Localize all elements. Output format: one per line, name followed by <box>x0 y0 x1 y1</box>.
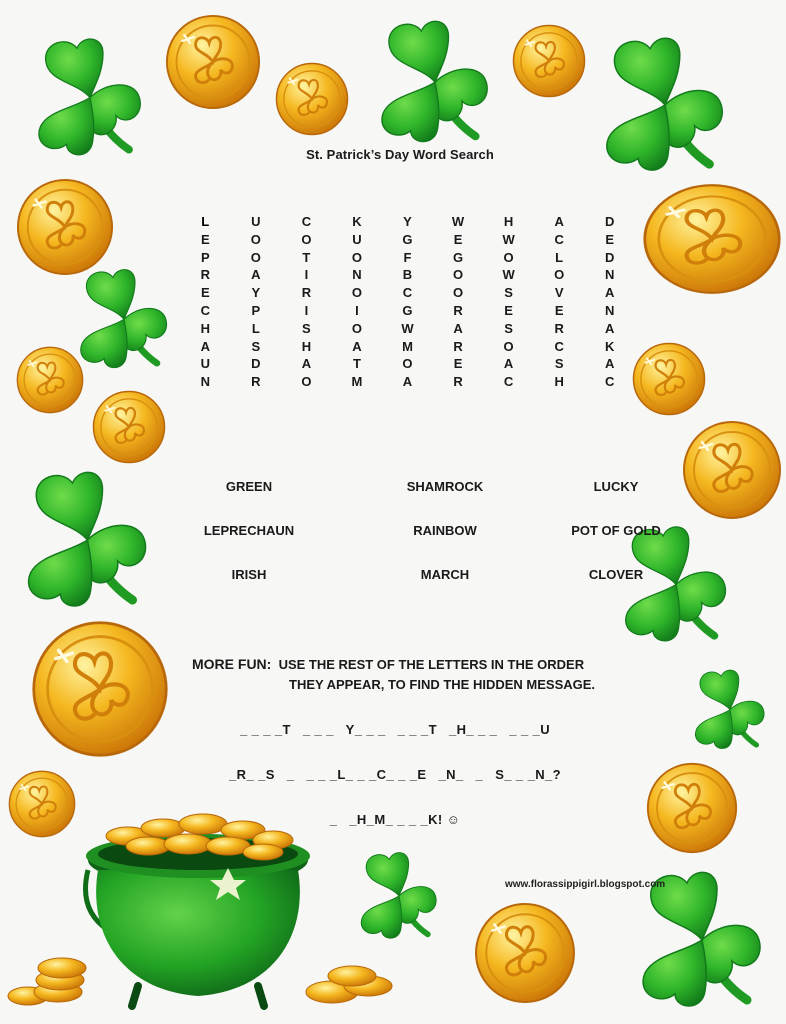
grid-letter: A <box>453 320 463 336</box>
grid-letter: N <box>605 302 615 318</box>
grid-letter: R <box>200 267 210 283</box>
word-list-item: GREEN <box>225 479 273 494</box>
grid-letter: G <box>402 231 413 247</box>
grid-letter: A <box>352 338 362 354</box>
grid-letter: R <box>453 374 463 390</box>
grid-letter: E <box>554 302 564 318</box>
grid-letter: H <box>554 374 564 390</box>
instructions-line-1: USE THE REST OF THE LETTERS IN THE ORDER <box>278 657 585 672</box>
grid-letter: Y <box>251 285 261 301</box>
grid-letter: G <box>402 302 413 318</box>
grid-letter: N <box>605 267 615 283</box>
word-list-row <box>180 523 661 567</box>
pot-of-gold-icon <box>78 800 318 1010</box>
grid-letter: O <box>351 320 362 336</box>
gold-coin-icon <box>16 178 114 276</box>
grid-letter: K <box>352 214 362 229</box>
grid-letter: W <box>502 267 515 283</box>
grid-letter: A <box>605 320 615 336</box>
grid-letter: U <box>200 356 210 372</box>
word-list <box>180 479 661 611</box>
gold-coin-icon <box>642 183 782 295</box>
grid-letter: C <box>503 374 514 390</box>
grid-letter: I <box>304 302 309 318</box>
grid-letter: O <box>351 285 362 301</box>
gold-coin-icon <box>92 390 166 464</box>
gold-coin-icon <box>632 342 706 416</box>
shamrock-icon <box>10 462 165 612</box>
shamrock-icon <box>590 28 740 176</box>
grid-letter: D <box>605 214 615 229</box>
grid-letter: S <box>302 320 311 336</box>
grid-letter: C <box>554 231 564 247</box>
grid-letter: E <box>200 231 210 247</box>
more-fun-instructions <box>192 654 632 695</box>
grid-letter: E <box>605 231 615 247</box>
grid-letter: D <box>605 249 615 265</box>
grid-letter: M <box>351 374 363 390</box>
grid-letter: P <box>200 249 210 265</box>
word-list-item: CLOVER <box>588 567 644 582</box>
grid-letter: L <box>201 214 210 229</box>
grid-letter: O <box>250 231 261 247</box>
grid-letter: T <box>302 249 311 265</box>
more-fun-label: MORE FUN: <box>192 656 272 672</box>
word-list-row <box>180 567 644 611</box>
grid-letter: L <box>251 320 260 336</box>
grid-letter: E <box>453 231 463 247</box>
grid-letter: W <box>451 214 465 229</box>
grid-letter: O <box>452 285 464 301</box>
gold-coin-icon <box>8 770 76 838</box>
instructions-line-2: THEY APPEAR, TO FIND THE HIDDEN MESSAGE. <box>289 677 596 692</box>
grid-letter: S <box>251 338 261 354</box>
grid-letter: U <box>352 231 362 247</box>
grid-letter: C <box>301 214 312 229</box>
grid-letter: H <box>503 214 514 229</box>
grid-letter: O <box>554 267 565 283</box>
word-list-item: LUCKY <box>593 479 639 494</box>
shamrock-icon <box>20 30 160 160</box>
grid-letter: K <box>605 338 615 354</box>
grid-letter: R <box>251 374 261 390</box>
grid-letter: U <box>251 214 261 229</box>
grid-letter: O <box>452 267 464 283</box>
grid-letter: E <box>504 302 513 318</box>
grid-letter: N <box>200 374 210 390</box>
coin-stack-icon <box>302 956 394 1012</box>
grid-letter: E <box>200 285 210 301</box>
grid-letter: A <box>251 267 261 283</box>
grid-letter: L <box>555 249 564 265</box>
word-list-item: RAINBOW <box>413 523 477 538</box>
grid-letter: A <box>605 356 615 372</box>
grid-letter: B <box>402 267 413 283</box>
word-list-item: SHAMROCK <box>406 479 484 494</box>
hidden-message-line-1: _ _ _ _T _ _ _ Y_ _ _ _ _ _T _H_ _ _ _ _ _U <box>239 722 551 737</box>
grid-letter: R <box>453 302 463 318</box>
grid-letter: C <box>200 302 210 318</box>
grid-letter: O <box>301 231 312 247</box>
grid-letter: C <box>605 374 615 390</box>
grid-letter: A <box>503 356 514 372</box>
word-list-item: IRISH <box>231 567 267 582</box>
gold-coin-icon <box>30 620 170 758</box>
grid-letter: W <box>401 320 414 336</box>
grid-letter: I <box>355 302 359 318</box>
grid-letter: O <box>402 356 413 372</box>
grid-letter: P <box>251 302 261 318</box>
grid-letter: S <box>504 320 513 336</box>
grid-letter: Y <box>403 214 412 229</box>
word-list-item: LEPRECHAUN <box>203 523 295 538</box>
shamrock-icon <box>348 846 450 942</box>
grid-letter: W <box>502 231 515 247</box>
grid-letter: O <box>301 374 312 390</box>
grid-letter: O <box>351 249 362 265</box>
shamrock-icon <box>68 262 180 372</box>
hidden-message-line-2: _R_ _S _ _ _ _L_ _ _C_ _ _E _N_ _ S_ _ _N_? <box>229 767 561 782</box>
gold-coin-icon <box>165 14 261 110</box>
gold-coin-icon <box>512 24 586 98</box>
grid-letter: O <box>250 249 261 265</box>
page-title: St. Patrick’s Day Word Search <box>306 147 494 162</box>
grid-letter: O <box>503 249 514 265</box>
grid-letter: C <box>402 285 413 301</box>
grid-letter: H <box>200 320 210 336</box>
grid-letter: N <box>352 267 362 283</box>
grid-letter: S <box>504 285 513 301</box>
grid-letter: O <box>503 338 514 354</box>
hidden-message-line-3: _ _H_M_ _ _ _K! ☺ <box>329 812 461 827</box>
grid-letter: H <box>301 338 312 354</box>
grid-letter: S <box>554 356 564 372</box>
grid-letter: R <box>301 285 312 301</box>
grid-letter: R <box>453 338 463 354</box>
coin-stack-icon <box>4 952 88 1010</box>
gold-coin-icon <box>474 902 576 1004</box>
word-search-grid <box>180 213 635 431</box>
grid-letter: A <box>402 374 413 390</box>
shamrock-icon <box>360 12 510 147</box>
grid-letter: A <box>554 214 564 229</box>
word-list-item: POT OF GOLD <box>571 523 661 538</box>
gold-coin-icon <box>682 420 782 520</box>
word-list-row <box>180 479 639 523</box>
grid-letter: G <box>452 249 464 265</box>
grid-letter: T <box>352 356 361 372</box>
grid-letter: D <box>251 356 261 372</box>
grid-letter: R <box>554 320 564 336</box>
gold-coin-icon <box>16 346 84 414</box>
grid-letter: F <box>403 249 412 265</box>
grid-letter: V <box>554 285 564 301</box>
word-list-item: MARCH <box>420 567 470 582</box>
grid-letter: A <box>605 285 615 301</box>
gold-coin-icon <box>275 62 349 136</box>
shamrock-icon <box>684 664 776 752</box>
grid-letter: M <box>402 338 413 354</box>
grid-letter: I <box>304 267 309 283</box>
grid-letter: C <box>554 338 564 354</box>
grid-letter: E <box>453 356 463 372</box>
grid-letter: A <box>301 356 312 372</box>
website-credit: www.florassippigirl.blogspot.com <box>505 879 666 890</box>
grid-letter: A <box>200 338 210 354</box>
